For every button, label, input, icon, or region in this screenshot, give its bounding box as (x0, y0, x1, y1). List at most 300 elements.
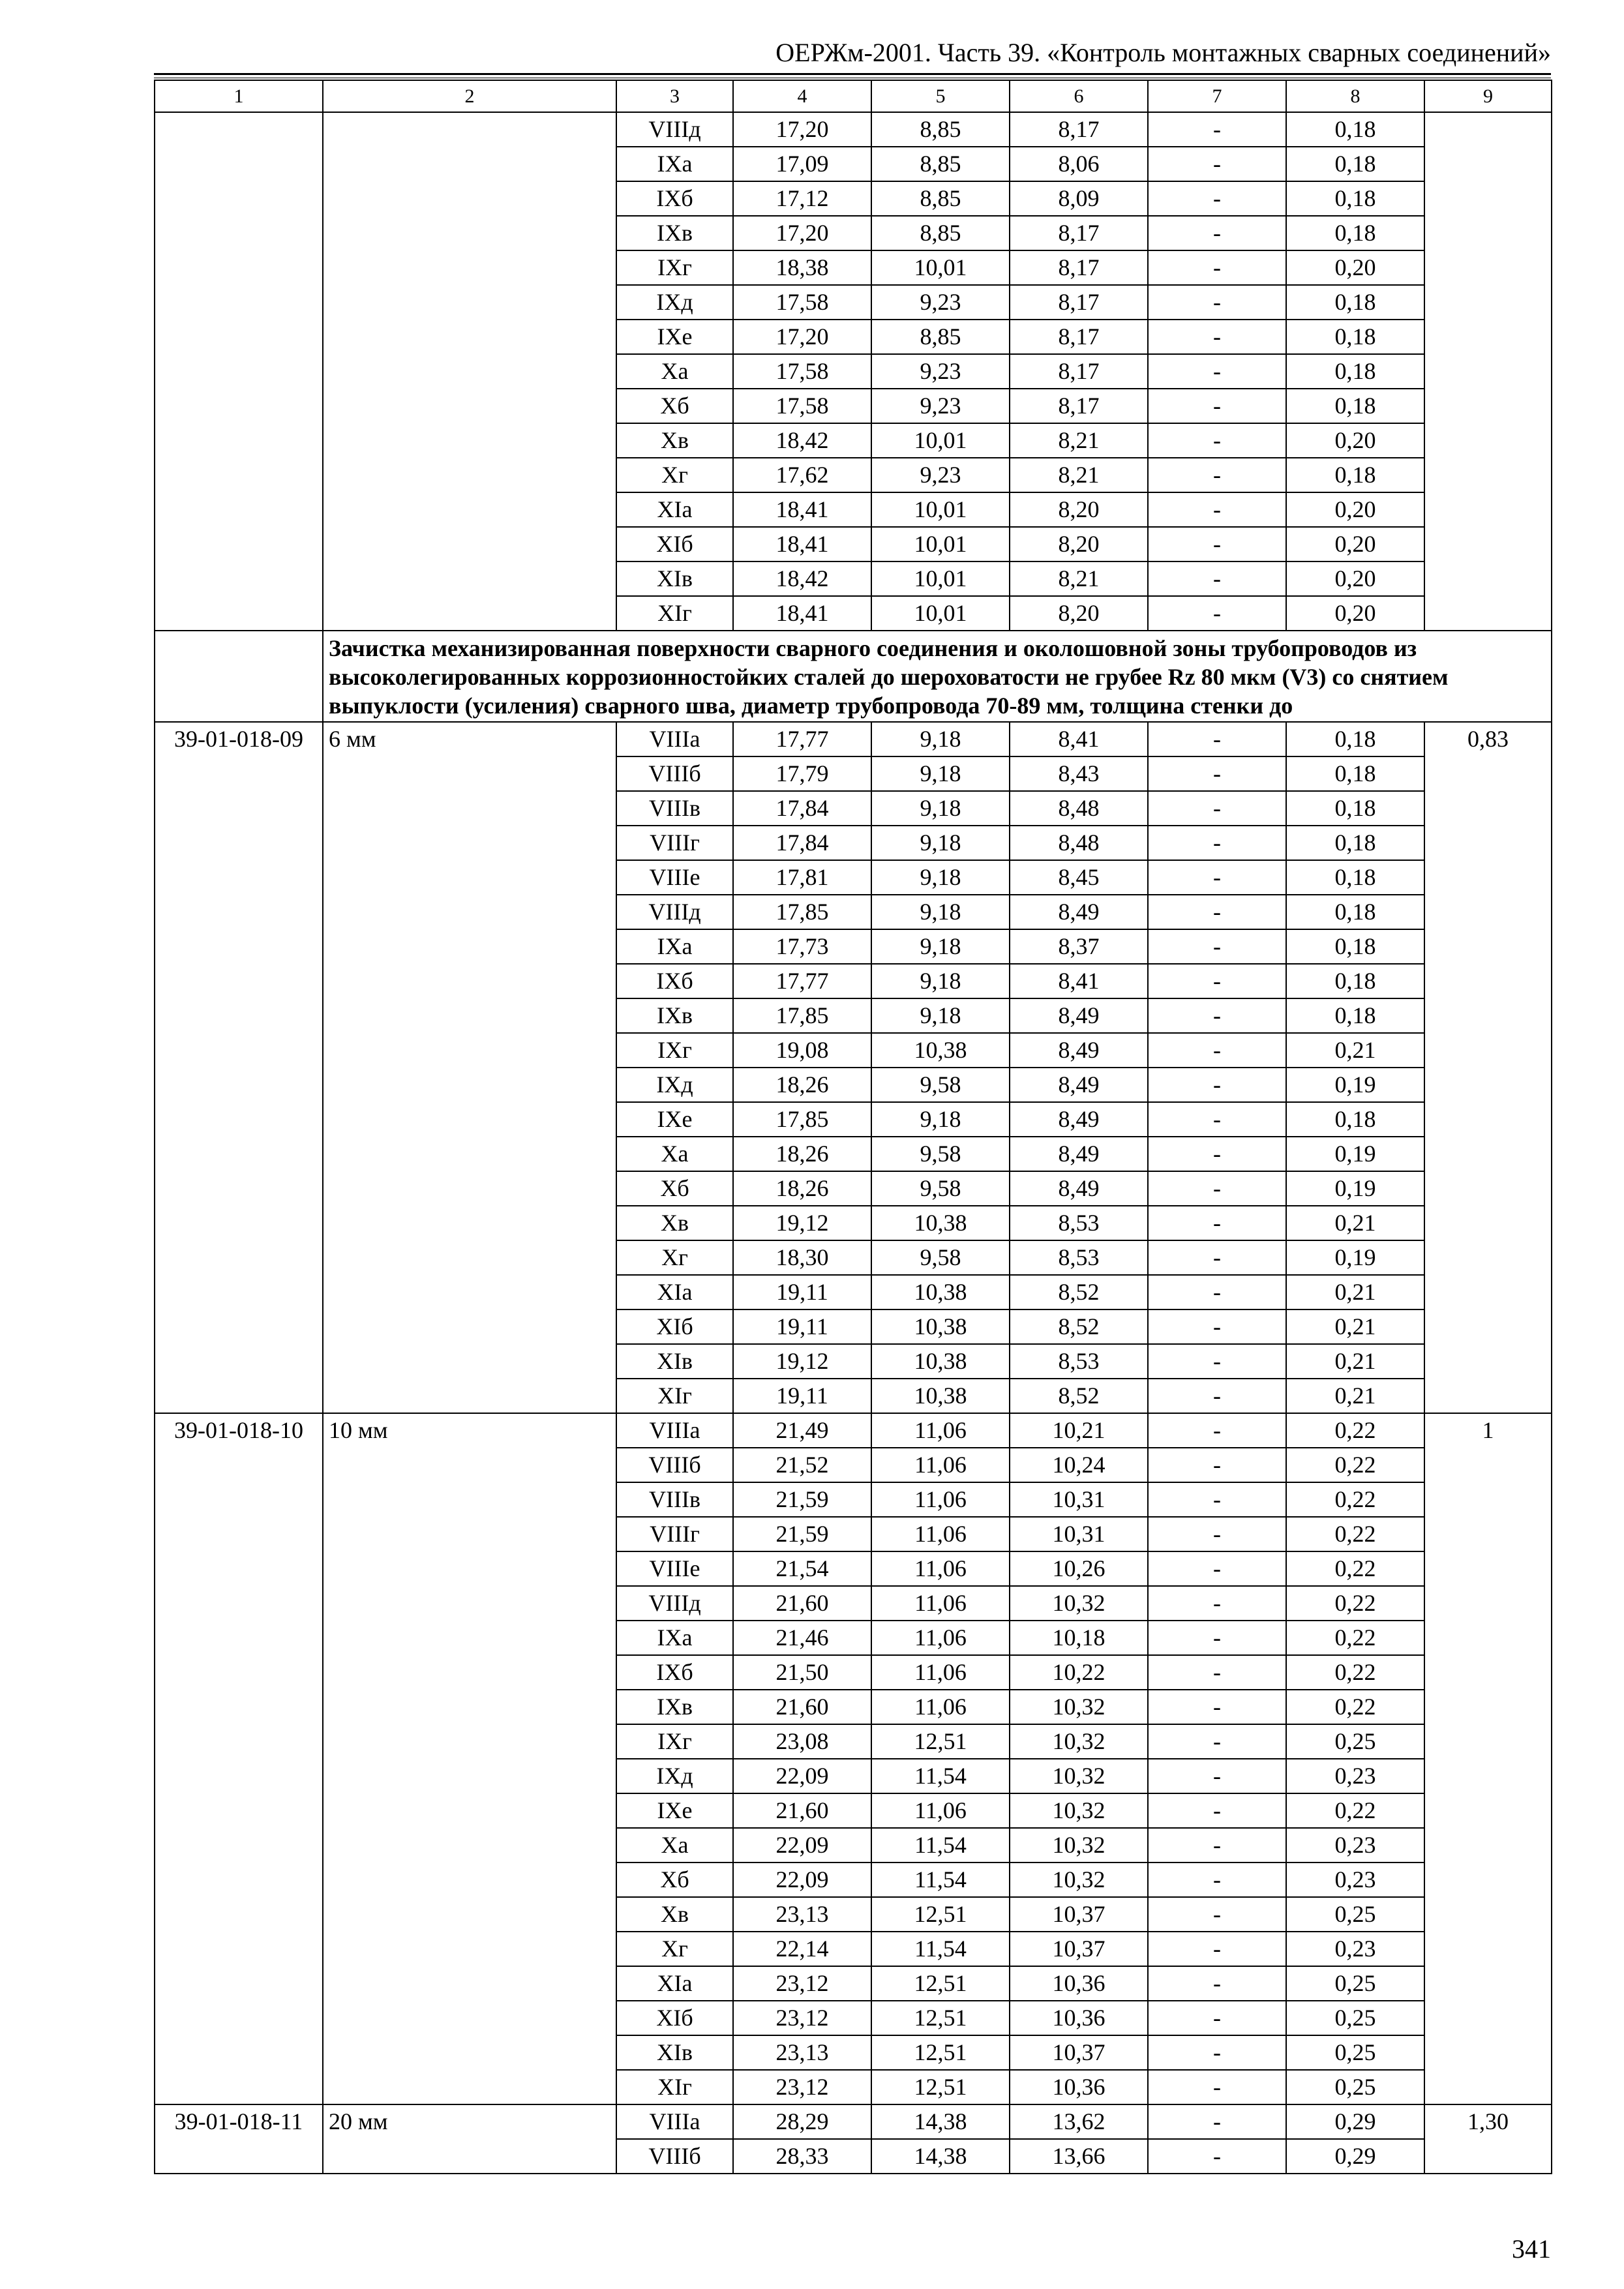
total-cost-cell: 17,79 (733, 756, 871, 791)
labor-hours-cell: 0,18 (1286, 964, 1424, 998)
labor-hours-cell: 0,22 (1286, 1551, 1424, 1586)
resource-class-cell: IXг (616, 250, 733, 285)
labor-cost-cell: 10,38 (871, 1309, 1010, 1344)
materials-cost-cell: - (1148, 2035, 1286, 2070)
labor-cost-cell: 11,06 (871, 1517, 1010, 1551)
materials-cost-cell: - (1148, 826, 1286, 860)
labor-cost-cell: 10,01 (871, 423, 1010, 458)
labor-cost-cell: 11,06 (871, 1586, 1010, 1621)
labor-cost-cell: 12,51 (871, 1966, 1010, 2001)
labor-hours-cell: 0,18 (1286, 285, 1424, 320)
resource-class-cell: IXе (616, 320, 733, 354)
total-cost-cell: 17,62 (733, 458, 871, 492)
column-number: 6 (1010, 80, 1148, 112)
machine-cost-cell: 8,48 (1010, 826, 1148, 860)
resource-class-cell: VIIIа (616, 2104, 733, 2139)
total-cost-cell: 21,60 (733, 1793, 871, 1828)
resource-class-cell: IXб (616, 964, 733, 998)
total-cost-cell: 17,85 (733, 895, 871, 929)
resource-class-cell: IXе (616, 1793, 733, 1828)
resource-class-cell: Xа (616, 1828, 733, 1863)
labor-hours-cell: 0,19 (1286, 1137, 1424, 1171)
resource-class-cell: XIа (616, 1275, 733, 1309)
labor-cost-cell: 9,18 (871, 895, 1010, 929)
labor-cost-cell: 9,58 (871, 1137, 1010, 1171)
resource-class-cell: IXв (616, 998, 733, 1033)
column-number: 1 (155, 80, 323, 112)
machine-cost-cell: 8,53 (1010, 1240, 1148, 1275)
materials-cost-cell: - (1148, 2139, 1286, 2174)
machine-cost-cell: 8,49 (1010, 1102, 1148, 1137)
labor-hours-cell: 0,25 (1286, 1897, 1424, 1932)
labor-cost-cell: 9,23 (871, 458, 1010, 492)
resource-class-cell: XIа (616, 1966, 733, 2001)
machine-cost-cell: 13,62 (1010, 2104, 1148, 2139)
total-cost-cell: 23,13 (733, 2035, 871, 2070)
resource-class-cell: VIIIд (616, 1586, 733, 1621)
labor-hours-cell: 0,22 (1286, 1621, 1424, 1655)
resource-class-cell: Xв (616, 423, 733, 458)
total-cost-cell: 18,41 (733, 492, 871, 527)
total-cost-cell: 23,12 (733, 1966, 871, 2001)
total-cost-cell: 18,41 (733, 596, 871, 631)
resource-class-cell: XIб (616, 2001, 733, 2035)
labor-cost-cell: 10,38 (871, 1275, 1010, 1309)
total-cost-cell: 17,85 (733, 998, 871, 1033)
total-cost-cell: 17,84 (733, 791, 871, 826)
materials-cost-cell: - (1148, 1551, 1286, 1586)
resource-class-cell: Xв (616, 1206, 733, 1240)
labor-hours-cell: 0,22 (1286, 1655, 1424, 1690)
materials-cost-cell: - (1148, 527, 1286, 561)
labor-hours-cell: 0,22 (1286, 1413, 1424, 1448)
labor-cost-cell: 9,18 (871, 722, 1010, 756)
table-row (155, 112, 1552, 147)
column-number: 4 (733, 80, 871, 112)
total-cost-cell: 17,77 (733, 722, 871, 756)
labor-cost-cell: 10,38 (871, 1206, 1010, 1240)
labor-hours-cell: 0,18 (1286, 147, 1424, 181)
total-cost-cell: 23,08 (733, 1724, 871, 1759)
total-cost-cell: 18,26 (733, 1171, 871, 1206)
labor-cost-cell: 11,06 (871, 1413, 1010, 1448)
resource-class-cell: XIв (616, 561, 733, 596)
labor-cost-cell: 10,01 (871, 596, 1010, 631)
total-cost-cell: 23,12 (733, 2001, 871, 2035)
total-cost-cell: 17,20 (733, 112, 871, 147)
labor-hours-cell: 0,22 (1286, 1482, 1424, 1517)
materials-cost-cell: - (1148, 389, 1286, 423)
machine-cost-cell: 10,21 (1010, 1413, 1148, 1448)
materials-cost-cell: - (1148, 1448, 1286, 1482)
machine-cost-cell: 10,32 (1010, 1724, 1148, 1759)
labor-hours-cell: 0,19 (1286, 1068, 1424, 1102)
labor-hours-cell: 0,18 (1286, 895, 1424, 929)
labor-hours-cell: 0,23 (1286, 1828, 1424, 1863)
machine-cost-cell: 13,66 (1010, 2139, 1148, 2174)
materials-cost-cell: - (1148, 964, 1286, 998)
materials-cost-cell: - (1148, 458, 1286, 492)
total-cost-cell: 19,08 (733, 1033, 871, 1068)
labor-cost-cell: 9,18 (871, 998, 1010, 1033)
labor-cost-cell: 10,38 (871, 1379, 1010, 1413)
labor-hours-cell: 0,22 (1286, 1448, 1424, 1482)
labor-hours-cell: 0,19 (1286, 1240, 1424, 1275)
labor-cost-cell: 11,06 (871, 1482, 1010, 1517)
labor-cost-cell: 10,01 (871, 492, 1010, 527)
machine-cost-cell: 8,17 (1010, 320, 1148, 354)
total-cost-cell: 22,14 (733, 1932, 871, 1966)
total-cost-cell: 17,77 (733, 964, 871, 998)
materials-cost-cell: - (1148, 1655, 1286, 1690)
labor-hours-cell: 0,21 (1286, 1344, 1424, 1379)
resource-class-cell: VIIIе (616, 860, 733, 895)
table-row (155, 722, 1552, 756)
machine-cost-cell: 8,52 (1010, 1309, 1148, 1344)
machine-cost-cell: 8,52 (1010, 1275, 1148, 1309)
labor-cost-cell: 9,18 (871, 756, 1010, 791)
machine-cost-cell: 8,49 (1010, 1171, 1148, 1206)
machine-cost-cell: 8,21 (1010, 423, 1148, 458)
labor-cost-cell: 11,06 (871, 1690, 1010, 1724)
materials-cost-cell: - (1148, 285, 1286, 320)
materials-cost-cell: - (1148, 216, 1286, 250)
resource-class-cell: IXв (616, 1690, 733, 1724)
machine-cost-cell: 8,48 (1010, 791, 1148, 826)
labor-cost-cell: 9,58 (871, 1240, 1010, 1275)
machine-cost-cell: 8,43 (1010, 756, 1148, 791)
labor-hours-cell: 0,25 (1286, 2070, 1424, 2104)
machine-cost-cell: 8,06 (1010, 147, 1148, 181)
labor-cost-cell: 9,23 (871, 354, 1010, 389)
labor-cost-cell: 9,18 (871, 964, 1010, 998)
price-table (154, 80, 1552, 2174)
resource-class-cell: IXа (616, 1621, 733, 1655)
labor-hours-cell: 0,20 (1286, 561, 1424, 596)
resource-class-cell: Xг (616, 1240, 733, 1275)
machine-cost-cell: 8,20 (1010, 596, 1148, 631)
name-cell: 20 мм (323, 2104, 616, 2174)
labor-hours-cell: 0,20 (1286, 492, 1424, 527)
total-cost-cell: 21,50 (733, 1655, 871, 1690)
machine-cost-cell: 10,36 (1010, 1966, 1148, 2001)
total-cost-cell: 19,11 (733, 1309, 871, 1344)
machine-cost-cell: 8,09 (1010, 181, 1148, 216)
resource-class-cell: Xг (616, 458, 733, 492)
resource-class-cell: IXг (616, 1724, 733, 1759)
labor-cost-cell: 14,38 (871, 2139, 1010, 2174)
machine-cost-cell: 10,18 (1010, 1621, 1148, 1655)
resource-class-cell: XIа (616, 492, 733, 527)
materials-cost-cell: - (1148, 1759, 1286, 1793)
labor-hours-cell: 0,23 (1286, 1759, 1424, 1793)
labor-hours-cell: 0,18 (1286, 826, 1424, 860)
labor-cost-cell: 9,58 (871, 1068, 1010, 1102)
machine-cost-cell: 8,53 (1010, 1344, 1148, 1379)
resource-class-cell: XIг (616, 2070, 733, 2104)
labor-cost-cell: 11,06 (871, 1793, 1010, 1828)
machine-cost-cell: 8,17 (1010, 285, 1148, 320)
machine-cost-cell: 10,32 (1010, 1586, 1148, 1621)
materials-cost-cell: - (1148, 756, 1286, 791)
resource-class-cell: XIб (616, 1309, 733, 1344)
labor-hours-cell: 0,25 (1286, 1966, 1424, 2001)
labor-hours-cell: 0,22 (1286, 1793, 1424, 1828)
column-number-row (155, 80, 1552, 112)
labor-hours-cell: 0,18 (1286, 112, 1424, 147)
column-number: 5 (871, 80, 1010, 112)
materials-cost-cell: - (1148, 1690, 1286, 1724)
labor-cost-cell: 8,85 (871, 216, 1010, 250)
labor-hours-cell: 0,18 (1286, 998, 1424, 1033)
resource-class-cell: XIб (616, 527, 733, 561)
labor-cost-cell: 11,06 (871, 1448, 1010, 1482)
resource-class-cell: IXд (616, 1759, 733, 1793)
resource-class-cell: IXг (616, 1033, 733, 1068)
col9-cell: 1,30 (1424, 2104, 1552, 2174)
materials-cost-cell: - (1148, 1068, 1286, 1102)
materials-cost-cell: - (1148, 112, 1286, 147)
machine-cost-cell: 10,32 (1010, 1828, 1148, 1863)
materials-cost-cell: - (1148, 1863, 1286, 1897)
code-cell: 39-01-018-09 (155, 722, 323, 1413)
resource-class-cell: IXд (616, 1068, 733, 1102)
name-cell: 10 мм (323, 1413, 616, 2104)
resource-class-cell: VIIIд (616, 112, 733, 147)
code-cell: 39-01-018-11 (155, 2104, 323, 2174)
labor-cost-cell: 12,51 (871, 2070, 1010, 2104)
machine-cost-cell: 10,32 (1010, 1759, 1148, 1793)
labor-hours-cell: 0,20 (1286, 596, 1424, 631)
code-cell-empty (155, 112, 323, 631)
machine-cost-cell: 10,36 (1010, 2070, 1148, 2104)
materials-cost-cell: - (1148, 2070, 1286, 2104)
labor-hours-cell: 0,21 (1286, 1275, 1424, 1309)
machine-cost-cell: 10,22 (1010, 1655, 1148, 1690)
labor-hours-cell: 0,18 (1286, 791, 1424, 826)
total-cost-cell: 18,26 (733, 1137, 871, 1171)
labor-hours-cell: 0,23 (1286, 1863, 1424, 1897)
materials-cost-cell: - (1148, 2104, 1286, 2139)
labor-cost-cell: 11,54 (871, 1932, 1010, 1966)
total-cost-cell: 19,12 (733, 1344, 871, 1379)
labor-hours-cell: 0,21 (1286, 1206, 1424, 1240)
resource-class-cell: VIIIб (616, 756, 733, 791)
col9-cell: 1 (1424, 1413, 1552, 2104)
section-heading: Зачистка механизированная поверхности сварного соединения и околошовной зоны трубопроводов из высоколегированных коррозионностойких сталей до шероховатости не грубее Rz 80 мкм (V3) со снятием выпуклости (усиления) сварного шва, диаметр трубопровода 70-89 мм, толщина стенки до (323, 631, 1552, 722)
machine-cost-cell: 8,52 (1010, 1379, 1148, 1413)
labor-cost-cell: 10,01 (871, 561, 1010, 596)
labor-cost-cell: 11,06 (871, 1551, 1010, 1586)
labor-cost-cell: 9,18 (871, 826, 1010, 860)
labor-hours-cell: 0,19 (1286, 1171, 1424, 1206)
labor-cost-cell: 10,01 (871, 527, 1010, 561)
total-cost-cell: 17,09 (733, 147, 871, 181)
labor-hours-cell: 0,18 (1286, 929, 1424, 964)
materials-cost-cell: - (1148, 1793, 1286, 1828)
materials-cost-cell: - (1148, 561, 1286, 596)
total-cost-cell: 18,42 (733, 561, 871, 596)
materials-cost-cell: - (1148, 1966, 1286, 2001)
total-cost-cell: 28,29 (733, 2104, 871, 2139)
total-cost-cell: 23,12 (733, 2070, 871, 2104)
labor-cost-cell: 8,85 (871, 320, 1010, 354)
materials-cost-cell: - (1148, 1586, 1286, 1621)
machine-cost-cell: 8,21 (1010, 458, 1148, 492)
labor-cost-cell: 12,51 (871, 1724, 1010, 1759)
total-cost-cell: 22,09 (733, 1863, 871, 1897)
materials-cost-cell: - (1148, 791, 1286, 826)
column-number: 8 (1286, 80, 1424, 112)
machine-cost-cell: 10,37 (1010, 1897, 1148, 1932)
materials-cost-cell: - (1148, 320, 1286, 354)
resource-class-cell: VIIIв (616, 1482, 733, 1517)
labor-cost-cell: 12,51 (871, 2001, 1010, 2035)
materials-cost-cell: - (1148, 1517, 1286, 1551)
materials-cost-cell: - (1148, 1102, 1286, 1137)
materials-cost-cell: - (1148, 423, 1286, 458)
resource-class-cell: Xб (616, 1863, 733, 1897)
machine-cost-cell: 8,41 (1010, 964, 1148, 998)
machine-cost-cell: 8,53 (1010, 1206, 1148, 1240)
column-number: 3 (616, 80, 733, 112)
labor-hours-cell: 0,25 (1286, 2035, 1424, 2070)
labor-hours-cell: 0,20 (1286, 250, 1424, 285)
code-cell: 39-01-018-10 (155, 1413, 323, 2104)
materials-cost-cell: - (1148, 1379, 1286, 1413)
total-cost-cell: 21,60 (733, 1690, 871, 1724)
labor-hours-cell: 0,18 (1286, 756, 1424, 791)
total-cost-cell: 18,42 (733, 423, 871, 458)
labor-cost-cell: 9,23 (871, 389, 1010, 423)
resource-class-cell: VIIIд (616, 895, 733, 929)
labor-hours-cell: 0,22 (1286, 1690, 1424, 1724)
materials-cost-cell: - (1148, 1171, 1286, 1206)
resource-class-cell: VIIIг (616, 826, 733, 860)
resource-class-cell: VIIIг (616, 1517, 733, 1551)
labor-cost-cell: 10,01 (871, 250, 1010, 285)
total-cost-cell: 17,58 (733, 354, 871, 389)
labor-hours-cell: 0,29 (1286, 2104, 1424, 2139)
materials-cost-cell: - (1148, 181, 1286, 216)
labor-cost-cell: 9,18 (871, 929, 1010, 964)
resource-class-cell: Xа (616, 354, 733, 389)
machine-cost-cell: 8,17 (1010, 354, 1148, 389)
resource-class-cell: VIIIа (616, 1413, 733, 1448)
materials-cost-cell: - (1148, 1033, 1286, 1068)
labor-hours-cell: 0,18 (1286, 860, 1424, 895)
total-cost-cell: 21,54 (733, 1551, 871, 1586)
machine-cost-cell: 10,32 (1010, 1863, 1148, 1897)
materials-cost-cell: - (1148, 1828, 1286, 1863)
total-cost-cell: 21,52 (733, 1448, 871, 1482)
labor-cost-cell: 14,38 (871, 2104, 1010, 2139)
labor-hours-cell: 0,25 (1286, 1724, 1424, 1759)
machine-cost-cell: 8,49 (1010, 1068, 1148, 1102)
resource-class-cell: VIIIе (616, 1551, 733, 1586)
total-cost-cell: 17,58 (733, 389, 871, 423)
resource-class-cell: VIIIб (616, 1448, 733, 1482)
materials-cost-cell: - (1148, 1932, 1286, 1966)
labor-hours-cell: 0,18 (1286, 1102, 1424, 1137)
total-cost-cell: 19,12 (733, 1206, 871, 1240)
machine-cost-cell: 10,31 (1010, 1517, 1148, 1551)
labor-hours-cell: 0,18 (1286, 389, 1424, 423)
total-cost-cell: 17,73 (733, 929, 871, 964)
total-cost-cell: 22,09 (733, 1828, 871, 1863)
machine-cost-cell: 8,17 (1010, 389, 1148, 423)
total-cost-cell: 23,13 (733, 1897, 871, 1932)
machine-cost-cell: 8,49 (1010, 895, 1148, 929)
total-cost-cell: 17,81 (733, 860, 871, 895)
labor-hours-cell: 0,21 (1286, 1379, 1424, 1413)
resource-class-cell: Xб (616, 1171, 733, 1206)
labor-cost-cell: 11,54 (871, 1828, 1010, 1863)
labor-cost-cell: 8,85 (871, 112, 1010, 147)
labor-cost-cell: 10,38 (871, 1033, 1010, 1068)
labor-cost-cell: 11,54 (871, 1863, 1010, 1897)
labor-hours-cell: 0,20 (1286, 423, 1424, 458)
machine-cost-cell: 8,17 (1010, 216, 1148, 250)
section-code-empty (155, 631, 323, 722)
materials-cost-cell: - (1148, 998, 1286, 1033)
machine-cost-cell: 8,49 (1010, 1033, 1148, 1068)
materials-cost-cell: - (1148, 860, 1286, 895)
machine-cost-cell: 10,24 (1010, 1448, 1148, 1482)
materials-cost-cell: - (1148, 1206, 1286, 1240)
total-cost-cell: 21,59 (733, 1482, 871, 1517)
machine-cost-cell: 10,36 (1010, 2001, 1148, 2035)
total-cost-cell: 21,49 (733, 1413, 871, 1448)
labor-cost-cell: 11,06 (871, 1621, 1010, 1655)
resource-class-cell: IXа (616, 147, 733, 181)
resource-class-cell: XIг (616, 596, 733, 631)
materials-cost-cell: - (1148, 1621, 1286, 1655)
labor-hours-cell: 0,29 (1286, 2139, 1424, 2174)
labor-hours-cell: 0,22 (1286, 1586, 1424, 1621)
total-cost-cell: 21,46 (733, 1621, 871, 1655)
resource-class-cell: Xб (616, 389, 733, 423)
labor-cost-cell: 9,18 (871, 1102, 1010, 1137)
materials-cost-cell: - (1148, 147, 1286, 181)
total-cost-cell: 19,11 (733, 1275, 871, 1309)
resource-class-cell: IXе (616, 1102, 733, 1137)
materials-cost-cell: - (1148, 1897, 1286, 1932)
total-cost-cell: 19,11 (733, 1379, 871, 1413)
machine-cost-cell: 10,32 (1010, 1793, 1148, 1828)
machine-cost-cell: 8,17 (1010, 112, 1148, 147)
name-cell: 6 мм (323, 722, 616, 1413)
labor-hours-cell: 0,18 (1286, 181, 1424, 216)
labor-hours-cell: 0,21 (1286, 1309, 1424, 1344)
machine-cost-cell: 8,20 (1010, 527, 1148, 561)
labor-hours-cell: 0,18 (1286, 320, 1424, 354)
resource-class-cell: Xв (616, 1897, 733, 1932)
resource-class-cell: VIIIб (616, 2139, 733, 2174)
total-cost-cell: 18,38 (733, 250, 871, 285)
labor-cost-cell: 10,38 (871, 1344, 1010, 1379)
materials-cost-cell: - (1148, 929, 1286, 964)
materials-cost-cell: - (1148, 596, 1286, 631)
total-cost-cell: 18,41 (733, 527, 871, 561)
resource-class-cell: IXб (616, 181, 733, 216)
materials-cost-cell: - (1148, 2001, 1286, 2035)
materials-cost-cell: - (1148, 1344, 1286, 1379)
labor-cost-cell: 11,06 (871, 1655, 1010, 1690)
name-cell-empty (323, 112, 616, 631)
labor-cost-cell: 12,51 (871, 1897, 1010, 1932)
resource-class-cell: XIг (616, 1379, 733, 1413)
